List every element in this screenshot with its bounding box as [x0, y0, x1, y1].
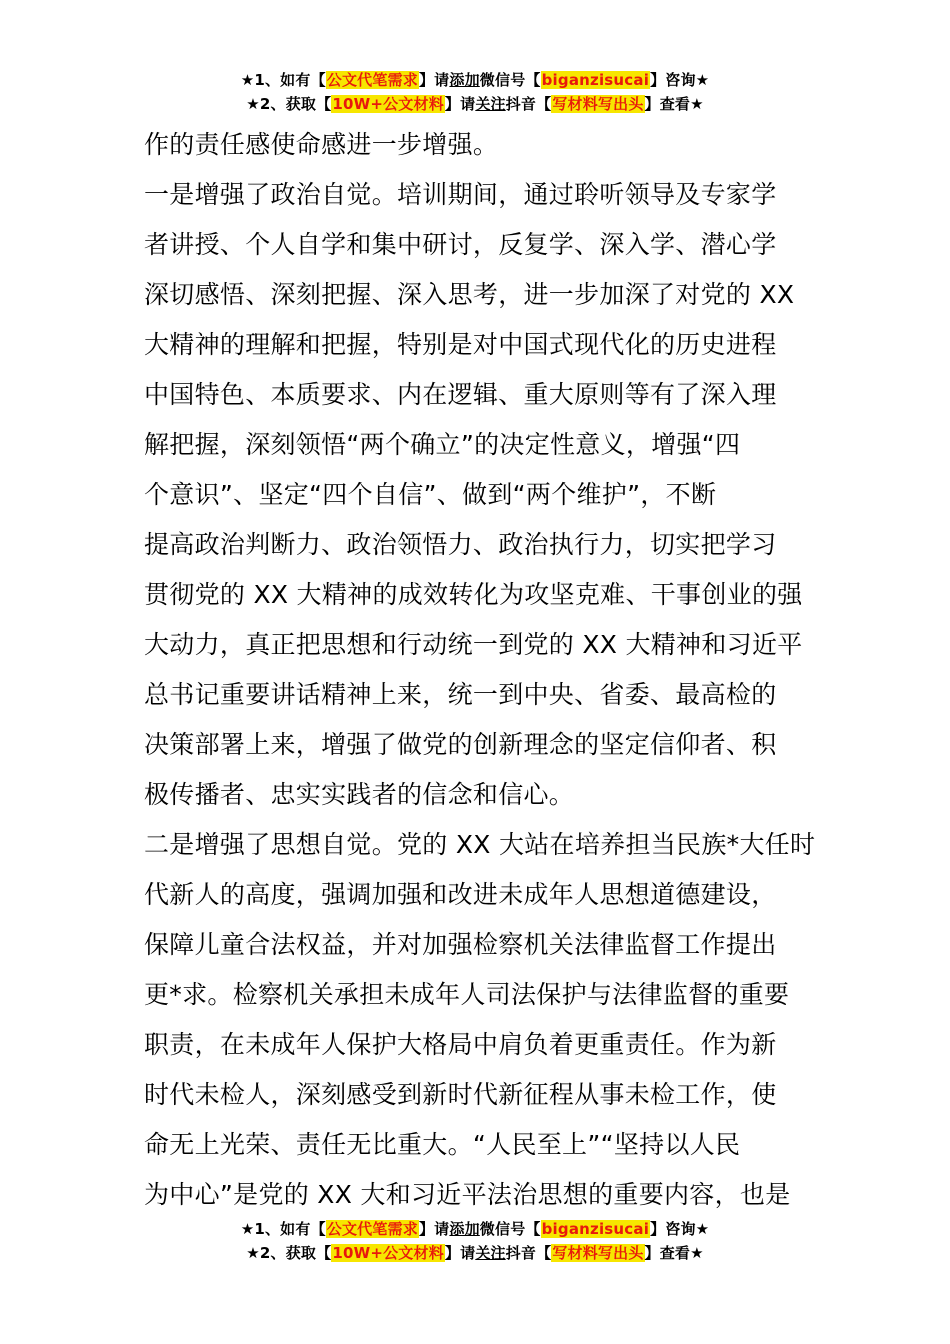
text-line: 命无上光荣、责任无比重大。“人民至上”“坚持以人民: [144, 1130, 741, 1159]
highlight-wechat-id: biganzisucai: [541, 1220, 650, 1238]
text-line: 一是增强了政治自觉。培训期间，通过聆听领导及专家学: [144, 180, 777, 209]
text-line: 个意识”、坚定“四个自信”、做到“两个维护”，不断: [144, 480, 717, 509]
text-line: 更*求。检察机关承担未成年人司法保护与法律监督的重要: [144, 980, 790, 1009]
text-line: 二是增强了思想自觉。党的 XX 大站在培养担当民族*大任时: [144, 830, 816, 859]
highlight-materials: 10W+公文材料: [332, 95, 444, 113]
text-line: 为中心”是党的 XX 大和习近平法治思想的重要内容，也是: [144, 1180, 791, 1209]
banner-line-1: ★1、如有【公文代笔需求】请添加微信号【biganzisucai】咨询★: [240, 1220, 710, 1238]
header-banner: [0, 68, 950, 116]
text-line: 极传播者、忠实实践者的信念和信心。: [144, 780, 575, 809]
banner-line-2: ★2、获取【10W+公文材料】请关注抖音【写材料写出头】查看★: [246, 95, 704, 113]
text-line: 作的责任感使命感进一步增强。: [144, 130, 499, 159]
text-line: 深切感悟、深刻把握、深入思考，进一步加深了对党的 XX: [144, 280, 795, 309]
text-line: 职责，在未成年人保护大格局中肩负着更重责任。作为新: [144, 1030, 777, 1059]
text-line: 时代未检人，深刻感受到新时代新征程从事未检工作，使: [144, 1080, 777, 1109]
text-line: 者讲授、个人自学和集中研讨，反复学、深入学、潜心学: [144, 230, 777, 259]
banner-line-2: ★2、获取【10W+公文材料】请关注抖音【写材料写出头】查看★: [246, 1244, 704, 1262]
text-line: 解把握，深刻领悟“两个确立”的决定性意义，增强“四: [144, 430, 741, 459]
footer-banner: [0, 1217, 950, 1265]
banner-line-1: ★1、如有【公文代笔需求】请添加微信号【biganzisucai】咨询★: [240, 71, 710, 89]
highlight-service: 公文代笔需求: [326, 71, 418, 89]
text-line: 贯彻党的 XX 大精神的成效转化为攻坚克难、干事创业的强: [144, 580, 803, 609]
highlight-materials: 10W+公文材料: [332, 1244, 444, 1262]
text-line: 中国特色、本质要求、内在逻辑、重大原则等有了深入理: [144, 380, 777, 409]
text-line: 大动力，真正把思想和行动统一到党的 XX 大精神和习近平: [144, 630, 803, 659]
highlight-douyin-account: 写材料写出头: [552, 95, 644, 113]
text-line: 总书记重要讲话精神上来，统一到中央、省委、最高检的: [144, 680, 777, 709]
document-body: [144, 120, 816, 1220]
highlight-service: 公文代笔需求: [326, 1220, 418, 1238]
text-line: 代新人的高度，强调加强和改进未成年人思想道德建设，: [144, 880, 777, 909]
highlight-douyin-account: 写材料写出头: [552, 1244, 644, 1262]
text-line: 大精神的理解和把握，特别是对中国式现代化的历史进程: [144, 330, 777, 359]
text-line: 保障儿童合法权益，并对加强检察机关法律监督工作提出: [144, 930, 777, 959]
text-line: 决策部署上来，增强了做党的创新理念的坚定信仰者、积: [144, 730, 777, 759]
highlight-wechat-id: biganzisucai: [541, 71, 650, 89]
text-line: 提高政治判断力、政治领悟力、政治执行力，切实把学习: [144, 530, 777, 559]
